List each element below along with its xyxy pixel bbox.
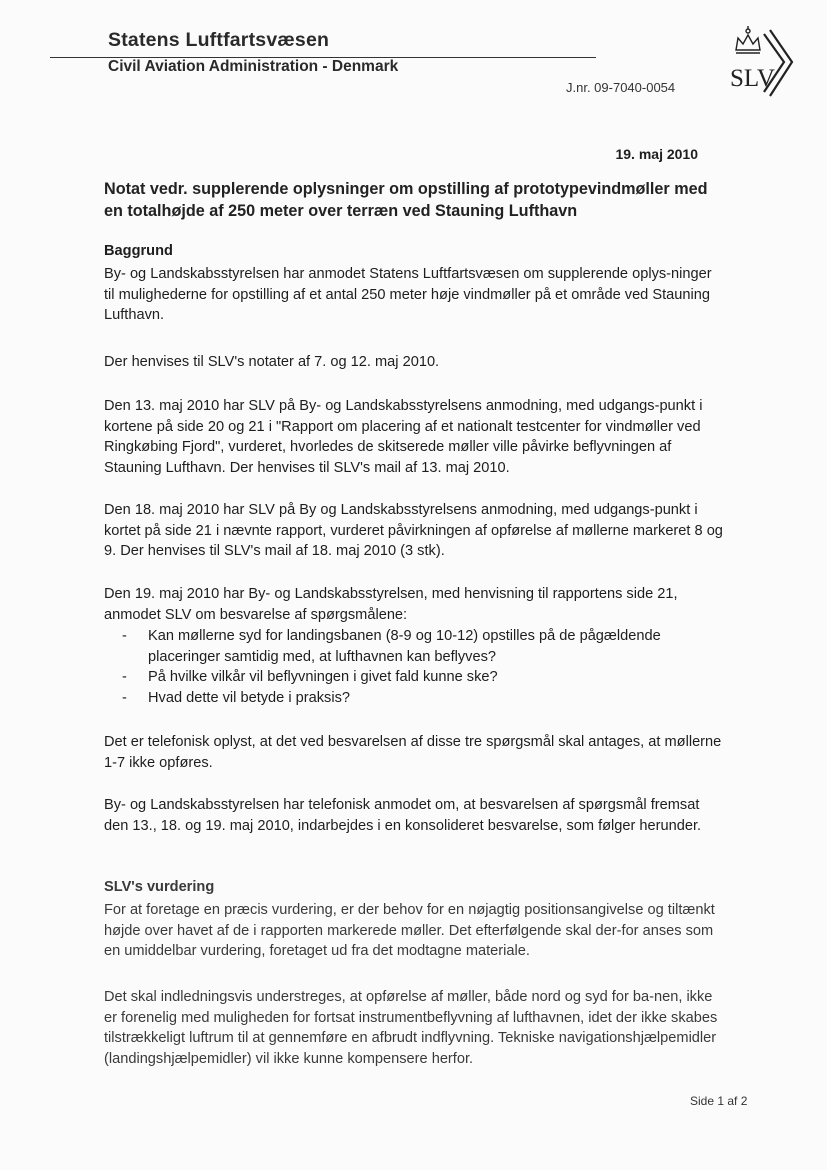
crown-icon bbox=[726, 24, 798, 100]
paragraph-4: Den 18. maj 2010 har SLV på By og Landskabsstyrelsens anmodning, med udgangs-punkt i kortet på side 21 i nævnte rapport, vurderet påvirkningen af opførelse af møllerne markeret 8 og 9. Der henvises til SLV's mail af 18. maj 2010 (3 stk). bbox=[104, 502, 723, 559]
organization-name: Statens Luftfartsvæsen bbox=[108, 29, 330, 51]
assessment-heading: SLV's vurdering bbox=[104, 879, 215, 895]
list-item: - Hvad dette vil betyde i praksis? bbox=[104, 688, 724, 709]
journal-number: J.nr. 09-7040-0054 bbox=[566, 80, 676, 95]
paragraph-3: Den 13. maj 2010 har SLV på By- og Landskabsstyrelsens anmodning, med udgangs-punkt i kortene på side 20 og 21 i "Rapport om placering af et nationalt testcenter for vindmøller ved Ringkøbing Fjord", vurderet, hvorledes de skitserede møller ville påvirke beflyvningen af Stauning Lufthavn. Der henvises til SLV's mail af 13. maj 2010. bbox=[104, 398, 703, 476]
paragraph-1: By- og Landskabsstyrelsen har anmodet Statens Luftfartsvæsen om supplerende oplys-ninger til mulighederne for opstilling af et antal 250 meter høje vindmøller på et område ved Stauning Lufthavn. bbox=[104, 266, 712, 323]
paragraph-5: Den 19. maj 2010 har By- og Landskabsstyrelsen, med henvisning til rapportens side 21, anmodet SLV om besvarelse af spørgsmålene: bbox=[104, 586, 678, 623]
paragraph-9: Det skal indledningsvis understreges, at opførelse af møller, både nord og syd for ba-nen, ikke er forenelig med muligheden for fortsat instrumentbeflyvning af lufthavnen, idet der ikke skabes tilstrækkeligt luftrum til at gennemføre en afbrudt indflyvning. Tekniske navigationshjælpemidler (landingshjælpemidler) vil ikke kunne kompensere herfor. bbox=[104, 989, 718, 1067]
background-heading: Baggrund bbox=[104, 243, 173, 259]
question-list bbox=[104, 626, 724, 708]
document-title: Notat vedr. supplerende oplysninger om opstilling af prototypevindmøller med en totalhøjde af 250 meter over terræn ved Stauning Lufthavn bbox=[104, 180, 708, 220]
paragraph-7: By- og Landskabsstyrelsen har telefonisk anmodet om, at besvarelsen af spørgsmål fremsat den 13., 18. og 19. maj 2010, indarbejdes i en konsolideret besvarelse, som følger herunder. bbox=[104, 797, 702, 834]
organization-subtitle: Civil Aviation Administration - Denmark bbox=[108, 58, 399, 75]
page-number: Side 1 af 2 bbox=[690, 1094, 748, 1108]
logo-text: SLV bbox=[730, 65, 775, 92]
paragraph-6: Det er telefonisk oplyst, at det ved besvarelsen af disse tre spørgsmål skal antages, at møllerne 1-7 ikke opføres. bbox=[104, 734, 722, 771]
list-item: - På hvilke vilkår vil beflyvningen i givet fald kunne ske? bbox=[104, 667, 724, 688]
slv-logo bbox=[726, 24, 798, 100]
list-item: - Kan møllerne syd for landingsbanen (8-9 og 10-12) opstilles på de pågældende placeringer samtidig med, at lufthavnen kan beflyves? bbox=[104, 626, 724, 667]
paragraph-2: Der henvises til SLV's notater af 7. og 12. maj 2010. bbox=[104, 354, 440, 370]
paragraph-8: For at foretage en præcis vurdering, er der behov for en nøjagtig positionsangivelse og tiltænkt højde over havet af de i rapporten markerede møller. Det efterfølgende skal der-for anses som en umiddelbar vurdering, foretaget ud fra det modtagne materiale. bbox=[104, 902, 715, 959]
document-date: 19. maj 2010 bbox=[615, 146, 698, 162]
